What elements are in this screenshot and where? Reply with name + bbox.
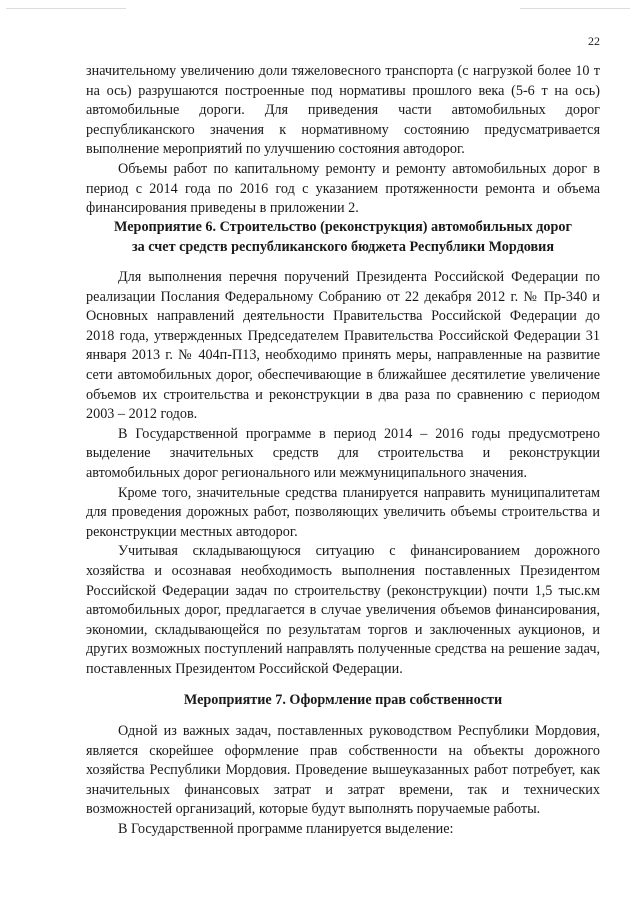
- paragraph-financing-situation: Учитывая складывающуюся ситуацию с финансированием дорожного хозяйства и осознавая необходимость выполнения поставленных Президентом Российской Федерации задач по строительству (реконструкции) почти 1,5 тыс.км автомобильных дорог, предлагается в случае увеличения объемов финансирования, экономии, складывающейся по результатам торгов и заключенных аукционов, и других возможных поступлений направлять полученные средства на решение задач, поставленных Президентом Российской Федерации.: [86, 543, 600, 677]
- measure-7-text-block: [86, 722, 600, 840]
- paragraph-ownership-rights: Одной из важных задач, поставленных руководством Республики Мордовия, является скорейшее оформление прав собственности на объекты дорожного хозяйства Республики Мордовия. Проведение вышеуказанных работ потребует, как значительных финансовых затрат и затрат времени, так и технических возможностей организаций, которые будут выполнять поручаемые работы.: [86, 723, 600, 818]
- section-heading-measure-7: [86, 690, 600, 710]
- paragraph-heavy-transport: значительному увеличению доли тяжеловесного транспорта (с нагрузкой более 10 т на ось) разрушаются построенные под нормативы прошлого века (5-6 т на ось) автомобильные дороги. Для приведения части автомобильных дорог республиканского значения к нормативному состоянию предусматривается выполнение мероприятий по улучшению состояния автодорог.: [86, 63, 600, 158]
- paragraph-state-program: В Государственной программе в период 2014 – 2016 годы предусмотрено выделение значительных средств для строительства и реконструкции автомобильных дорог регионального или межмуниципального значения.: [86, 425, 600, 481]
- paragraph-repair-volumes: Объемы работ по капитальному ремонту и ремонту автомобильных дорог в период с 2014 года по 2016 год с указанием протяженности ремонта и объема финансирования приведены в приложении 2.: [86, 160, 600, 217]
- scan-artifact-top-left: [6, 8, 126, 9]
- page-number: 22: [588, 34, 600, 48]
- paragraph-president-orders: Для выполнения перечня поручений Президента Российской Федерации по реализации Послания Федеральному Собранию от 22 декабря 2012 г. № Пр-340 и Основных направлений деятельности Правительства Российской Федерации до 2018 года, утвержденных Председателем Правительства Российской Федерации 31 января 2013 г. № 404п-П13, необходимо принять меры, направленные на развитие сети автомобильных дорог, обеспечивающие в ближайшее десятилетие увеличение объемов их строительства и реконструкции в два раза по сравнению с периодом 2003 – 2012 годов.: [86, 269, 600, 423]
- heading-line: Мероприятие 6. Строительство (реконструкция) автомобильных дорог: [114, 219, 572, 235]
- heading-line: Мероприятие 7. Оформление прав собственности: [183, 692, 503, 708]
- scan-artifact-top-right: [520, 8, 630, 9]
- measure-6-text-block: [86, 268, 600, 679]
- paragraph-municipalities: Кроме того, значительные средства планируется направить муниципалитетам для проведения дорожных работ, позволяющих увеличить объемы строительства и реконструкции местных автодорог.: [86, 484, 600, 540]
- paragraph-program-allocation: В Государственной программе планируется выделение:: [118, 820, 454, 837]
- section-heading-measure-6: [86, 217, 600, 257]
- intro-text-block: [86, 62, 600, 219]
- heading-line: за счет средств республиканского бюджета Республики Мордовия: [131, 239, 555, 255]
